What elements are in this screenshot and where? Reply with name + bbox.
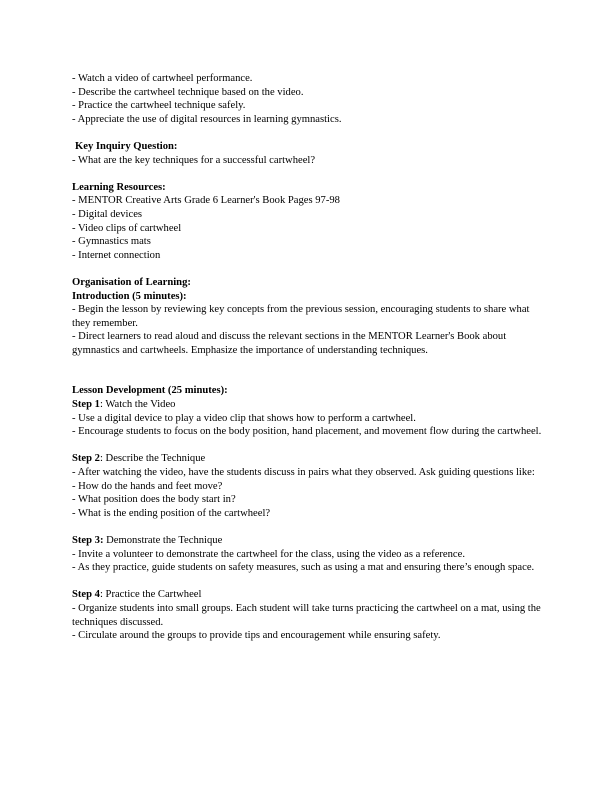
step-item: - Encourage students to focus on the body position, hand placement, and movement flow during the cartwheel. (72, 426, 542, 438)
introduction-item: - Begin the lesson by reviewing key concepts from the previous session, encouraging students to share what they remember. (72, 304, 530, 329)
objective-item: - Appreciate the use of digital resources in learning gymnastics. (72, 113, 342, 125)
objective-item: - Describe the cartwheel technique based on the video. (72, 86, 304, 98)
objective-item: - Watch a video of cartwheel performance. (72, 73, 253, 84)
step-item: - What is the ending position of the cartwheel? (72, 507, 271, 519)
step-title: Demonstrate the Technique (103, 535, 223, 546)
resource-item: - Gymnastics mats (72, 236, 151, 248)
organisation-section (72, 276, 542, 358)
step-label: Step 1 (72, 399, 100, 411)
step-item: - After watching the video, have the students discuss in pairs what they observed. Ask guiding questions like: (72, 467, 535, 479)
resource-item: - MENTOR Creative Arts Grade 6 Learner's Book Pages 97-98 (72, 195, 340, 207)
development-heading: Lesson Development (25 minutes): (72, 385, 228, 397)
resources-heading: Learning Resources: (72, 181, 166, 193)
step-item: - Circulate around the groups to provide tips and encouragement while ensuring safety. (72, 630, 441, 642)
resource-item: - Video clips of cartwheel (72, 222, 182, 234)
resource-item: - Digital devices (72, 208, 143, 220)
step-block (72, 588, 542, 642)
resources-section (72, 181, 542, 263)
step-item: - Use a digital device to play a video clip that shows how to perform a cartwheel. (72, 412, 416, 424)
step-block (72, 398, 542, 439)
step-label: Step 2 (72, 453, 100, 465)
resource-item: - Internet connection (72, 249, 161, 261)
step-title: : Practice the Cartwheel (99, 589, 202, 601)
inquiry-section (72, 140, 542, 167)
inquiry-question: - What are the key techniques for a successful cartwheel? (72, 154, 316, 166)
step-item: - Invite a volunteer to demonstrate the cartwheel for the class, using the video as a reference. (72, 548, 465, 560)
introduction-heading: Introduction (5 minutes): (72, 290, 187, 302)
inquiry-heading: Key Inquiry Question: (75, 140, 178, 152)
step-block (72, 452, 542, 520)
objective-item: - Practice the cartwheel technique safely. (72, 100, 246, 112)
development-section (72, 384, 542, 642)
step-item: - Organize students into small groups. Each student will take turns practicing the cartwheel on a mat, using the techniques discussed. (72, 602, 541, 628)
step-label: Step 3: (72, 535, 104, 546)
lesson-content (72, 72, 542, 643)
step-title: : Describe the Technique (99, 453, 206, 465)
step-block (72, 534, 542, 575)
step-title: : Watch the Video (99, 399, 176, 411)
step-label: Step 4 (72, 589, 100, 601)
introduction-item: - Direct learners to read aloud and discuss the relevant sections in the MENTOR Learner's Book about gymnastics and cartwheels. Emphasize the importance of understanding techniques. (72, 331, 507, 356)
organisation-heading: Organisation of Learning: (72, 276, 191, 288)
objectives-list (72, 72, 542, 126)
step-item: - What position does the body start in? (72, 494, 236, 506)
step-item: - As they practice, guide students on safety measures, such as using a mat and ensuring there’s enough space. (72, 562, 535, 574)
step-item: - How do the hands and feet move? (72, 480, 223, 492)
